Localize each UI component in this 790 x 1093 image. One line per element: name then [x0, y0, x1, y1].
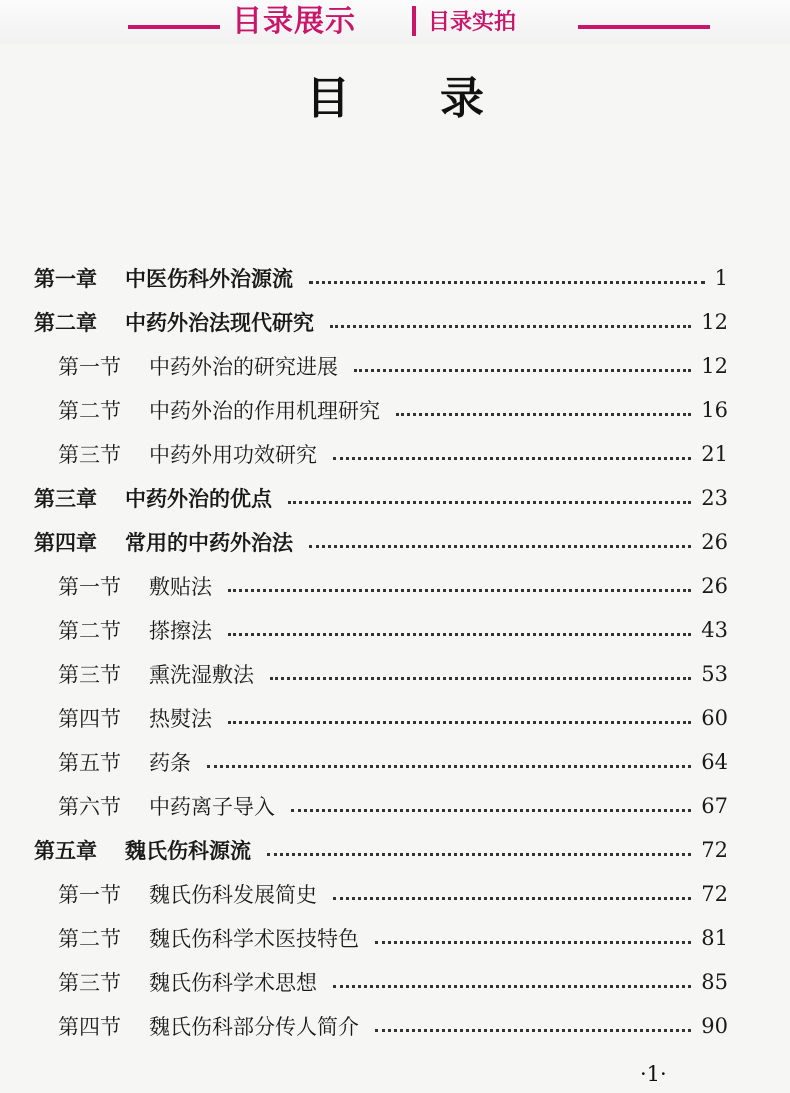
toc-entry-number: 第一节: [58, 575, 121, 599]
toc-entry-title: 中药外治的作用机理研究: [149, 399, 380, 423]
toc-entry-title: 中药外用功效研究: [149, 443, 317, 467]
toc-chapter-entry: [0, 476, 790, 520]
toc-entry-number: 第三节: [58, 971, 121, 995]
toc-entry-number: 第二节: [58, 399, 121, 423]
toc-dot-leader: [228, 633, 691, 636]
toc-section-entry: [0, 916, 790, 960]
page-number: ·1·: [640, 1062, 667, 1086]
toc-page-number: 21: [701, 442, 728, 466]
toc-entry-title: 熏洗湿敷法: [149, 663, 254, 687]
toc-page-number: 23: [701, 486, 728, 510]
toc-dot-leader: [333, 457, 691, 460]
banner-decor-line-left: [128, 25, 220, 29]
toc-entry-number: 第三节: [58, 663, 121, 687]
toc-page-number: 26: [701, 574, 728, 598]
toc-dot-leader: [228, 589, 691, 592]
banner-divider: [412, 6, 416, 36]
toc-page-number: 81: [701, 926, 728, 950]
toc-page-number: 60: [701, 706, 728, 730]
toc-dot-leader: [333, 985, 691, 988]
toc-section-entry: [0, 564, 790, 608]
toc-dot-leader: [288, 501, 691, 504]
toc-section-entry: [0, 740, 790, 784]
toc-section-entry: [0, 872, 790, 916]
toc-entry-number: 第二节: [58, 619, 121, 643]
toc-page-number: 90: [701, 1014, 728, 1038]
toc-entry-title: 热熨法: [149, 707, 212, 731]
toc-section-entry: [0, 652, 790, 696]
toc-entry-title: 中药外治的优点: [125, 487, 272, 511]
toc-dot-leader: [267, 853, 691, 856]
toc-page-number: 26: [701, 530, 728, 554]
toc-page-number: 85: [701, 970, 728, 994]
toc-entry-title: 搽擦法: [149, 619, 212, 643]
toc-entry-number: 第二章: [34, 311, 97, 335]
toc-dot-leader: [207, 765, 691, 768]
toc-section-entry: [0, 608, 790, 652]
toc-page-number: 12: [701, 354, 728, 378]
toc-entry-title: 中药外治的研究进展: [149, 355, 338, 379]
toc-page-number: 53: [701, 662, 728, 686]
toc-page-number: 1: [714, 266, 728, 290]
toc-section-entry: [0, 696, 790, 740]
toc-entry-title: 中药离子导入: [149, 795, 275, 819]
toc-dot-leader: [354, 369, 691, 372]
table-of-contents: [0, 256, 790, 1048]
toc-dot-leader: [270, 677, 691, 680]
toc-entry-number: 第四章: [34, 531, 97, 555]
banner-title: 目录展示: [232, 4, 356, 39]
toc-page-number: 64: [701, 750, 728, 774]
toc-entry-number: 第一章: [34, 267, 97, 291]
toc-page-number: 16: [701, 398, 728, 422]
header-banner: [0, 0, 790, 44]
toc-entry-title: 魏氏伤科源流: [125, 839, 251, 863]
page-title: 目录: [306, 73, 574, 124]
toc-entry-number: 第二节: [58, 927, 121, 951]
toc-chapter-entry: [0, 520, 790, 564]
toc-dot-leader: [396, 413, 691, 416]
toc-dot-leader: [309, 545, 691, 548]
toc-section-entry: [0, 1004, 790, 1048]
toc-dot-leader: [375, 941, 691, 944]
toc-entry-title: 中药外治法现代研究: [125, 311, 314, 335]
toc-page-number: 67: [701, 794, 728, 818]
toc-entry-title: 魏氏伤科学术思想: [149, 971, 317, 995]
toc-entry-title: 魏氏伤科发展简史: [149, 883, 317, 907]
toc-page-number: 12: [701, 310, 728, 334]
toc-dot-leader: [309, 281, 705, 284]
toc-entry-title: 常用的中药外治法: [125, 531, 293, 555]
toc-dot-leader: [228, 721, 691, 724]
toc-entry-number: 第一节: [58, 883, 121, 907]
toc-dot-leader: [291, 809, 691, 812]
toc-entry-number: 第六节: [58, 795, 121, 819]
toc-entry-number: 第五章: [34, 839, 97, 863]
toc-page-number: 72: [701, 838, 728, 862]
toc-entry-number: 第一节: [58, 355, 121, 379]
toc-page-number: 72: [701, 882, 728, 906]
toc-entry-title: 药条: [149, 751, 191, 775]
toc-section-entry: [0, 388, 790, 432]
toc-dot-leader: [330, 325, 691, 328]
toc-chapter-entry: [0, 828, 790, 872]
toc-entry-number: 第四节: [58, 707, 121, 731]
toc-entry-title: 中医伤科外治源流: [125, 267, 293, 291]
toc-entry-title: 敷贴法: [149, 575, 212, 599]
toc-dot-leader: [375, 1029, 691, 1032]
toc-dot-leader: [333, 897, 691, 900]
toc-section-entry: [0, 432, 790, 476]
banner-subtitle: 目录实拍: [428, 10, 517, 35]
toc-entry-number: 第三节: [58, 443, 121, 467]
toc-entry-number: 第三章: [34, 487, 97, 511]
toc-chapter-entry: [0, 300, 790, 344]
toc-entry-number: 第五节: [58, 751, 121, 775]
toc-section-entry: [0, 344, 790, 388]
toc-section-entry: [0, 784, 790, 828]
toc-section-entry: [0, 960, 790, 1004]
toc-entry-number: 第四节: [58, 1015, 121, 1039]
banner-decor-line-right: [578, 25, 710, 29]
toc-page-number: 43: [701, 618, 728, 642]
toc-chapter-entry: [0, 256, 790, 300]
toc-entry-title: 魏氏伤科学术医技特色: [149, 927, 359, 951]
toc-entry-title: 魏氏伤科部分传人简介: [149, 1015, 359, 1039]
